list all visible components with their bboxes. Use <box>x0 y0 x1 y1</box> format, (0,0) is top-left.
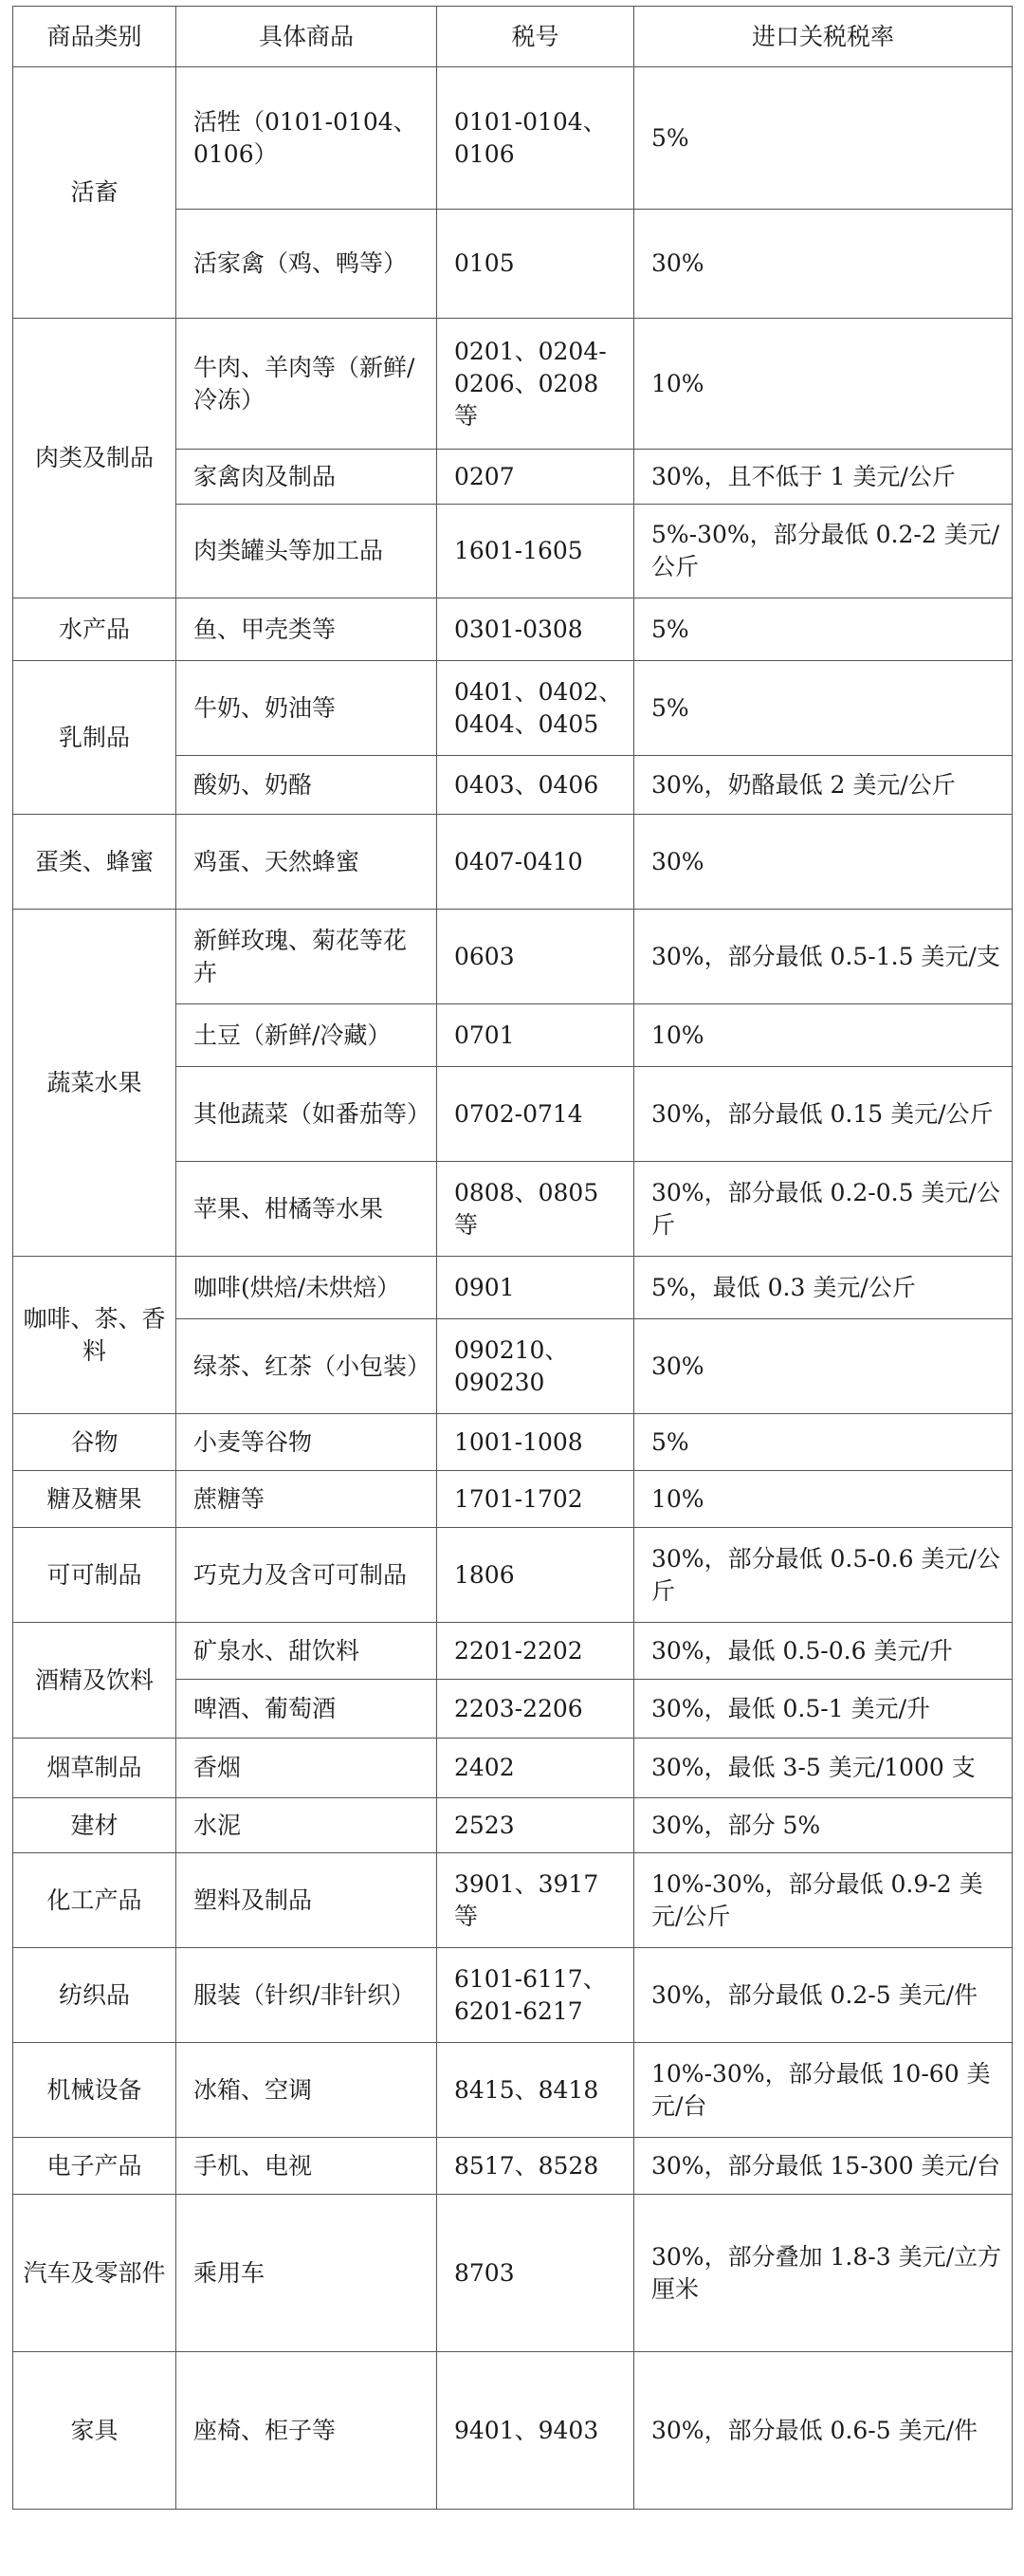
rate-cell: 30%，部分最低 0.15 美元/公斤 <box>634 1067 1013 1162</box>
rate-cell: 5% <box>634 661 1013 756</box>
rate-cell: 30%，部分叠加 1.8-3 美元/立方厘米 <box>634 2195 1013 2352</box>
code-cell: 0901 <box>437 1257 634 1319</box>
code-cell: 0401、0402、0404、0405 <box>437 661 634 756</box>
tariff-table <box>12 6 1013 2510</box>
product-cell: 新鲜玫瑰、菊花等花卉 <box>176 910 437 1004</box>
code-cell: 090210、090230 <box>437 1319 634 1414</box>
table-row <box>13 2043 1013 2138</box>
code-cell: 8415、8418 <box>437 2043 634 2138</box>
category-cell: 烟草制品 <box>13 1739 176 1798</box>
product-cell: 服装（针织/非针织） <box>176 1948 437 2043</box>
product-cell: 活家禽（鸡、鸭等） <box>176 210 437 319</box>
code-cell: 0808、0805 等 <box>437 1162 634 1257</box>
category-cell: 咖啡、茶、香料 <box>13 1257 176 1414</box>
table-row <box>13 2195 1013 2352</box>
product-cell: 乘用车 <box>176 2195 437 2352</box>
product-cell: 活牲（0101-0104、0106） <box>176 67 437 210</box>
rate-cell: 5% <box>634 67 1013 210</box>
category-cell: 酒精及饮料 <box>13 1623 176 1739</box>
product-cell: 土豆（新鲜/冷藏） <box>176 1004 437 1067</box>
code-cell: 1806 <box>437 1528 634 1623</box>
category-cell: 肉类及制品 <box>13 319 176 598</box>
code-cell: 1601-1605 <box>437 505 634 598</box>
code-cell: 2201-2202 <box>437 1623 634 1680</box>
product-cell: 冰箱、空调 <box>176 2043 437 2138</box>
header-category: 商品类别 <box>13 7 176 67</box>
category-cell: 汽车及零部件 <box>13 2195 176 2352</box>
category-cell: 乳制品 <box>13 661 176 815</box>
rate-cell: 10% <box>634 319 1013 450</box>
table-row <box>13 661 1013 756</box>
category-cell: 建材 <box>13 1798 176 1853</box>
code-cell: 1701-1702 <box>437 1471 634 1528</box>
product-cell: 咖啡(烘焙/未烘焙） <box>176 1257 437 1319</box>
code-cell: 0701 <box>437 1004 634 1067</box>
code-cell: 8517、8528 <box>437 2138 634 2195</box>
table-row <box>13 1623 1013 1680</box>
rate-cell: 10% <box>634 1004 1013 1067</box>
table-row <box>13 1471 1013 1528</box>
category-cell: 谷物 <box>13 1414 176 1471</box>
table-body <box>13 67 1013 2510</box>
code-cell: 1001-1008 <box>437 1414 634 1471</box>
rate-cell: 5%-30%，部分最低 0.2-2 美元/公斤 <box>634 505 1013 598</box>
rate-cell: 30%，部分最低 15-300 美元/台 <box>634 2138 1013 2195</box>
table-row <box>13 1414 1013 1471</box>
product-cell: 牛肉、羊肉等（新鲜/冷冻） <box>176 319 437 450</box>
code-cell: 9401、9403 <box>437 2352 634 2510</box>
product-cell: 蔗糖等 <box>176 1471 437 1528</box>
product-cell: 香烟 <box>176 1739 437 1798</box>
table-row <box>13 319 1013 450</box>
table-row <box>13 910 1013 1004</box>
rate-cell: 30% <box>634 1319 1013 1414</box>
rate-cell: 30%，部分最低 0.5-1.5 美元/支 <box>634 910 1013 1004</box>
table-row <box>13 2352 1013 2510</box>
category-cell: 蔬菜水果 <box>13 910 176 1257</box>
table-row <box>13 1528 1013 1623</box>
category-cell: 蛋类、蜂蜜 <box>13 815 176 910</box>
code-cell: 2523 <box>437 1798 634 1853</box>
table-row <box>13 1853 1013 1948</box>
rate-cell: 10% <box>634 1471 1013 1528</box>
product-cell: 塑料及制品 <box>176 1853 437 1948</box>
code-cell: 3901、3917 等 <box>437 1853 634 1948</box>
product-cell: 苹果、柑橘等水果 <box>176 1162 437 1257</box>
code-cell: 2402 <box>437 1739 634 1798</box>
category-cell: 活畜 <box>13 67 176 319</box>
product-cell: 啤酒、葡萄酒 <box>176 1680 437 1739</box>
category-cell: 机械设备 <box>13 2043 176 2138</box>
code-cell: 0101-0104、0106 <box>437 67 634 210</box>
rate-cell: 5% <box>634 1414 1013 1471</box>
product-cell: 座椅、柜子等 <box>176 2352 437 2510</box>
code-cell: 0603 <box>437 910 634 1004</box>
table-row <box>13 815 1013 910</box>
category-cell: 纺织品 <box>13 1948 176 2043</box>
product-cell: 酸奶、奶酪 <box>176 756 437 815</box>
table-row <box>13 1798 1013 1853</box>
rate-cell: 30%，部分最低 0.6-5 美元/件 <box>634 2352 1013 2510</box>
table-row <box>13 2138 1013 2195</box>
rate-cell: 5%，最低 0.3 美元/公斤 <box>634 1257 1013 1319</box>
product-cell: 肉类罐头等加工品 <box>176 505 437 598</box>
table-row <box>13 1948 1013 2043</box>
category-cell: 电子产品 <box>13 2138 176 2195</box>
table-row <box>13 1257 1013 1319</box>
product-cell: 绿茶、红茶（小包装） <box>176 1319 437 1414</box>
code-cell: 6101-6117、6201-6217 <box>437 1948 634 2043</box>
rate-cell: 5% <box>634 598 1013 661</box>
code-cell: 0201、0204-0206、0208 等 <box>437 319 634 450</box>
product-cell: 牛奶、奶油等 <box>176 661 437 756</box>
product-cell: 手机、电视 <box>176 2138 437 2195</box>
rate-cell: 10%-30%，部分最低 10-60 美元/台 <box>634 2043 1013 2138</box>
rate-cell: 30%，部分最低 0.5-0.6 美元/公斤 <box>634 1528 1013 1623</box>
rate-cell: 30%，部分最低 0.2-0.5 美元/公斤 <box>634 1162 1013 1257</box>
code-cell: 0207 <box>437 450 634 505</box>
header-row <box>13 7 1013 67</box>
category-cell: 水产品 <box>13 598 176 661</box>
category-cell: 家具 <box>13 2352 176 2510</box>
product-cell: 其他蔬菜（如番茄等） <box>176 1067 437 1162</box>
rate-cell: 30%，部分最低 0.2-5 美元/件 <box>634 1948 1013 2043</box>
product-cell: 巧克力及含可可制品 <box>176 1528 437 1623</box>
header-product: 具体商品 <box>176 7 437 67</box>
product-cell: 鸡蛋、天然蜂蜜 <box>176 815 437 910</box>
rate-cell: 30%，最低 0.5-0.6 美元/升 <box>634 1623 1013 1680</box>
code-cell: 0403、0406 <box>437 756 634 815</box>
rate-cell: 30%，且不低于 1 美元/公斤 <box>634 450 1013 505</box>
code-cell: 0301-0308 <box>437 598 634 661</box>
product-cell: 家禽肉及制品 <box>176 450 437 505</box>
product-cell: 鱼、甲壳类等 <box>176 598 437 661</box>
rate-cell: 30%，最低 0.5-1 美元/升 <box>634 1680 1013 1739</box>
category-cell: 化工产品 <box>13 1853 176 1948</box>
product-cell: 矿泉水、甜饮料 <box>176 1623 437 1680</box>
rate-cell: 30%，最低 3-5 美元/1000 支 <box>634 1739 1013 1798</box>
rate-cell: 30% <box>634 815 1013 910</box>
rate-cell: 30%，奶酪最低 2 美元/公斤 <box>634 756 1013 815</box>
header-rate: 进口关税税率 <box>634 7 1013 67</box>
table-row <box>13 1739 1013 1798</box>
table-row <box>13 67 1013 210</box>
table-row <box>13 598 1013 661</box>
rate-cell: 30% <box>634 210 1013 319</box>
code-cell: 0702-0714 <box>437 1067 634 1162</box>
product-cell: 水泥 <box>176 1798 437 1853</box>
category-cell: 可可制品 <box>13 1528 176 1623</box>
code-cell: 0407-0410 <box>437 815 634 910</box>
header-code: 税号 <box>437 7 634 67</box>
rate-cell: 10%-30%，部分最低 0.9-2 美元/公斤 <box>634 1853 1013 1948</box>
code-cell: 0105 <box>437 210 634 319</box>
code-cell: 2203-2206 <box>437 1680 634 1739</box>
rate-cell: 30%，部分 5% <box>634 1798 1013 1853</box>
category-cell: 糖及糖果 <box>13 1471 176 1528</box>
code-cell: 8703 <box>437 2195 634 2352</box>
product-cell: 小麦等谷物 <box>176 1414 437 1471</box>
